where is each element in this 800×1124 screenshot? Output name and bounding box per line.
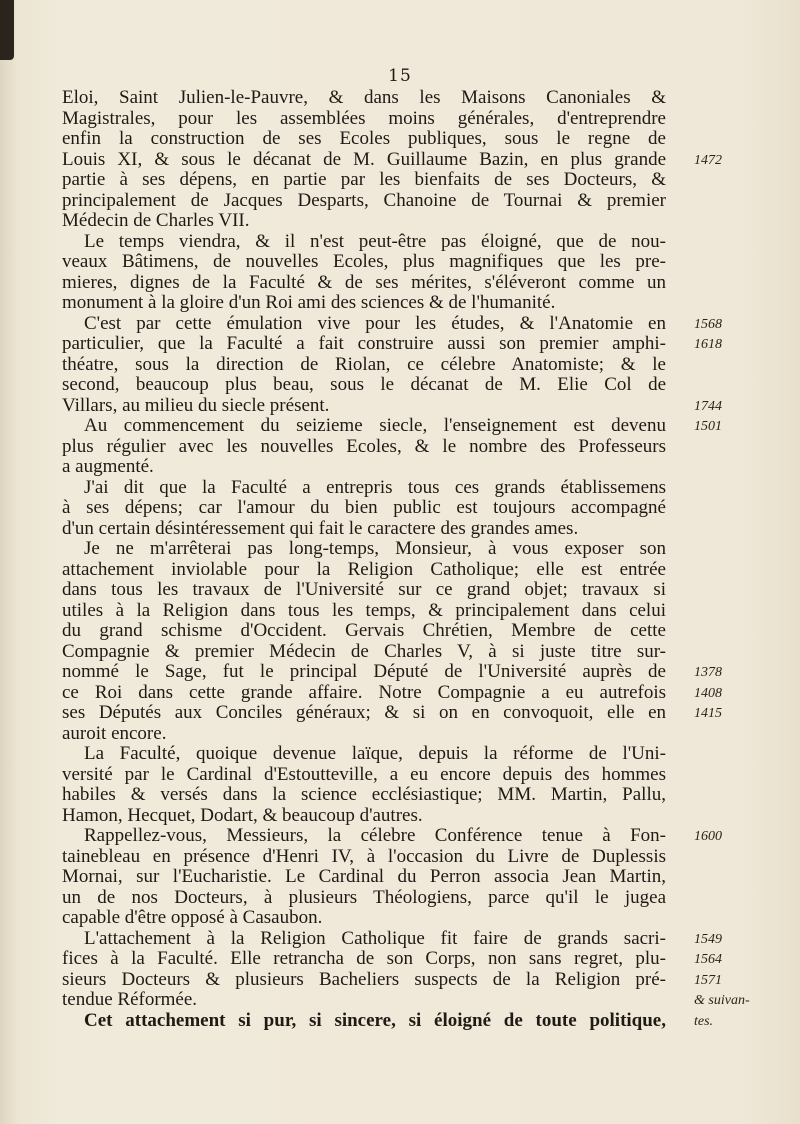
text-line: ce Roi dans cette grande affaire. Notre Compagnie a eu autrefois [62,681,666,703]
text-line: particulier, que la Faculté a fait construire aussi son premier amphi- [62,333,666,354]
text-line: J'ai dit que la Faculté a entrepris tous ces grands établissemens [84,476,666,498]
text-line: à ses dépens; car l'amour du bien public est toujours accompagné [62,497,666,518]
text-line: capable d'être opposé à Casaubon. [62,907,323,928]
text-line: Compagnie & premier Médecin de Charles V, à si juste titre sur- [62,640,666,662]
text-line: principalement de Jacques Desparts, Chanoine de Tournai & premier [62,189,666,211]
margin-date-note: 1571 [694,972,722,988]
text-line: partie à ses dépens, en partie par les bienfaits de ses Docteurs, & [62,169,666,190]
text-line: Rappellez-vous, Messieurs, la célebre Conférence tenue à Fon- [84,825,666,846]
text-line: Au commencement du seizieme siecle, l'enseignement est devenu [84,415,666,436]
margin-date-note: & suivan- [694,993,750,1008]
text-line: Eloi, Saint Julien-le-Pauvre, & dans les Maisons Canoniales & [62,87,666,108]
text-line: Villars, au milieu du siecle présent. [62,394,330,416]
text-line: Médecin de Charles VII. [62,210,250,231]
text-line: Le temps viendra, & il n'est peut-être pas éloigné, que de nou- [84,230,666,252]
margin-date-note: 1501 [694,419,722,434]
text-line: dans tous les travaux de l'Université sur ce grand objet; travaux si [62,579,666,600]
text-line: d'un certain désintéressement qui fait le caractere des grandes ames. [62,517,579,539]
text-line: tendue Réformée. [62,989,198,1010]
text-line: tainebleau en présence d'Henri IV, à l'occasion du Livre de Duplessis [62,845,666,867]
text-line: sieurs Docteurs & plusieurs Bacheliers suspects de la Religion pré- [62,968,666,990]
margin-date-note: 1472 [694,152,722,168]
text-line: enfin la construction de ses Ecoles publiques, sous le regne de [62,128,666,149]
text-line: utiles à la Religion dans tous les temps, & principalement dans celui [62,599,666,621]
margin-date-note: 1564 [694,952,722,967]
margin-date-note: 1568 [694,316,722,332]
text-line: veaux Bâtimens, de nouvelles Ecoles, plus magnifiques que les pre- [62,251,666,272]
text-line: du grand schisme d'Occident. Gervais Chrétien, Membre de cette [62,620,666,641]
text-line: monument à la gloire d'un Roi ami des sciences & de l'humanité. [62,292,556,313]
text-line: Louis XI, & sous le décanat de M. Guillaume Bazin, en plus grande [62,148,666,170]
page-number: 15 [388,66,412,86]
text-line: Hamon, Hecquet, Dodart, & beaucoup d'autres. [62,804,423,826]
margin-date-note: 1600 [694,829,722,844]
text-line: auroit encore. [62,722,167,744]
text-line: ses Députés aux Conciles généraux; & si on en convoquoit, elle en [62,702,666,723]
margin-date-note: 1415 [694,706,722,721]
text-line: plus régulier avec les nouvelles Ecoles, & le nombre des Professeurs [62,435,666,457]
body-text [62,88,666,1031]
margin-date-note: tes. [694,1013,714,1029]
text-line: Cet attachement si pur, si sincere, si éloigné de toute politique, [84,1009,666,1031]
text-line: Je ne m'arrêterai pas long-temps, Monsieur, à vous exposer son [84,538,666,559]
margin-date-note: 1378 [694,665,722,680]
text-line: habiles & versés dans la science ecclésiastique; MM. Martin, Pallu, [62,784,666,805]
text-line: mieres, dignes de la Faculté & de ses mérites, s'éléveront comme un [62,271,666,293]
text-line: C'est par cette émulation vive pour les études, & l'Anatomie en [84,312,666,334]
margin-date-note: 1618 [694,337,722,352]
page-corner-shadow [0,0,14,60]
text-line: versité par le Cardinal d'Estoutteville, a eu encore depuis des hommes [62,763,666,785]
text-line: fices à la Faculté. Elle retrancha de son Corps, non sans regret, plu- [62,948,666,969]
text-line: Mornai, sur l'Eucharistie. Le Cardinal du Perron associa Jean Martin, [62,866,666,887]
margin-date-note: 1549 [694,931,722,947]
text-line: un de nos Docteurs, à plusieurs Théologiens, parce qu'il le jugea [62,886,666,908]
margin-date-note: 1744 [694,398,722,414]
text-line: L'attachement à la Religion Catholique fit faire de grands sacri- [84,927,666,949]
text-line: attachement inviolable pour la Religion Catholique; elle est entrée [62,558,666,580]
text-line: second, beaucoup plus beau, sous le décanat de M. Elie Col de [62,374,666,395]
text-line: La Faculté, quoique devenue laïque, depuis la réforme de l'Uni- [84,743,666,764]
text-line: théatre, sous la direction de Riolan, ce célebre Anatomiste; & le [62,353,666,375]
text-line: a augmenté. [62,456,154,477]
text-line: nommé le Sage, fut le principal Député de l'Université auprès de [62,661,666,682]
text-line: Magistrales, pour les assemblées moins générales, d'entreprendre [62,107,666,129]
margin-date-note: 1408 [694,685,722,701]
